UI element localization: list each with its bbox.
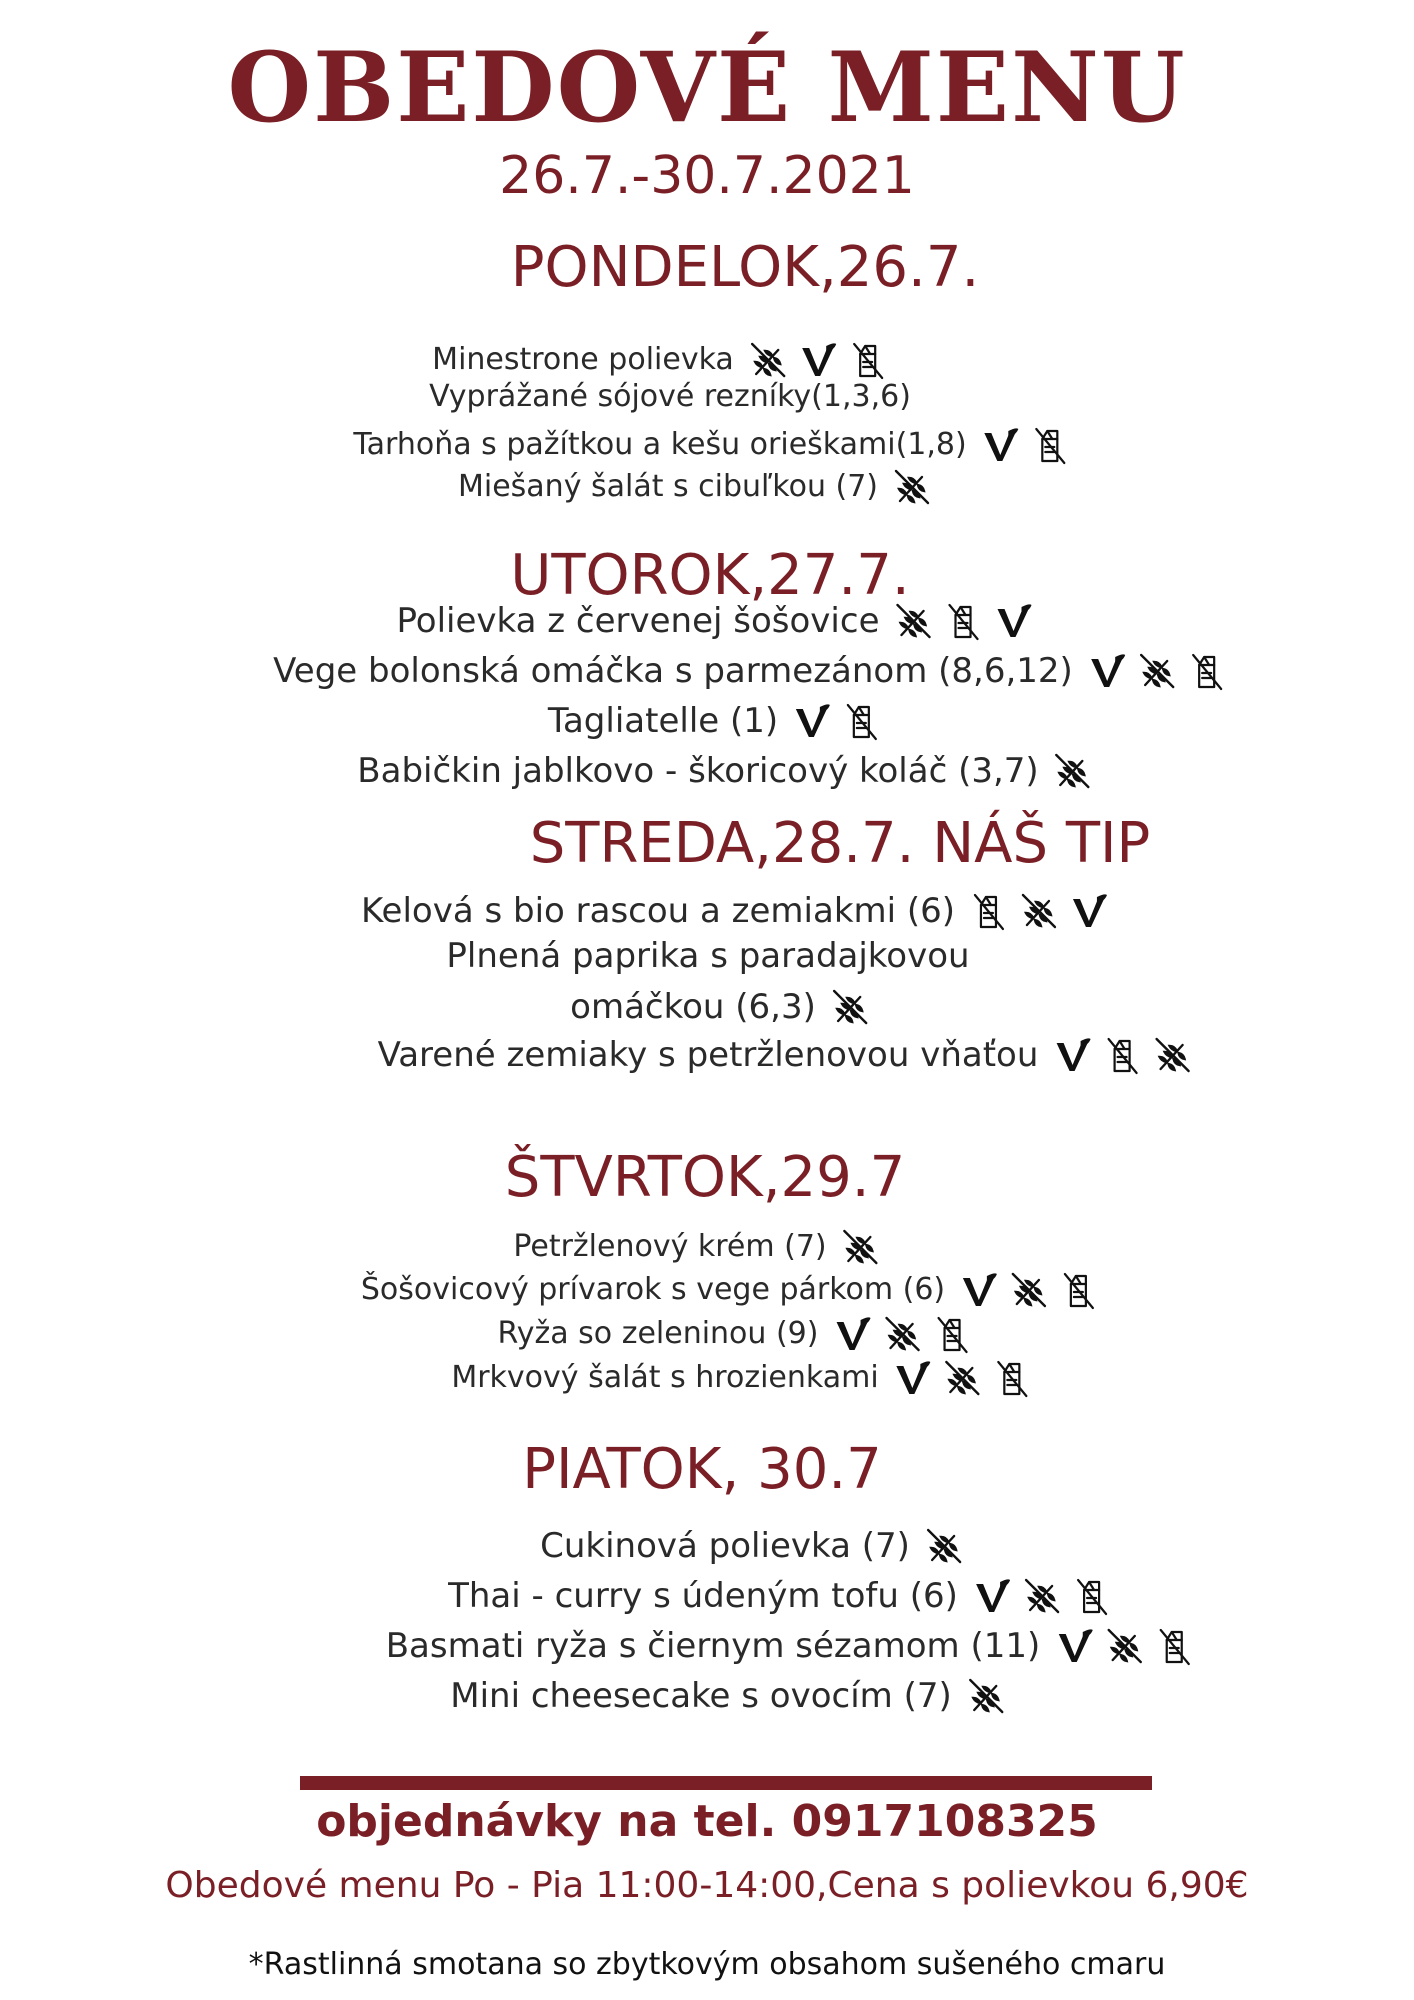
day-heading: PONDELOK,26.7. <box>510 235 980 300</box>
diet-icons <box>748 340 888 380</box>
menu-item-text: Vyprážané sójové rezníky(1,3,6) <box>429 379 911 414</box>
menu-item-text: Tarhoňa s pažítkou a kešu orieškami(1,8) <box>353 427 967 462</box>
menu-item <box>448 1576 1112 1616</box>
menu-item <box>353 425 1070 465</box>
menu-item-text: Šošovicový prívarok s vege párkom (6) <box>360 1272 946 1307</box>
footnote: *Rastlinná smotana so zbytkovým obsahom sušeného cmaru <box>248 1947 1166 1982</box>
gluten-free-icon <box>966 1676 1006 1716</box>
diet-icons <box>1054 1626 1194 1666</box>
vegan-icon <box>959 1270 999 1310</box>
day-heading: UTOROK,27.7. <box>510 543 910 608</box>
menu-item-text: Minestrone polievka <box>432 342 734 377</box>
menu-item <box>498 1314 973 1354</box>
diet-icons <box>832 1314 972 1354</box>
vegan-icon <box>972 1576 1012 1616</box>
menu-item-text: Mrkvový šalát s hrozienkami <box>451 1360 879 1395</box>
menu-item-text: Polievka z červenej šošovice <box>396 601 880 641</box>
gluten-free-icon <box>1019 891 1059 931</box>
diet-icons <box>893 601 1033 641</box>
vegan-icon <box>792 701 832 741</box>
dairy-free-icon <box>1102 1035 1142 1075</box>
gluten-free-icon <box>1152 1035 1192 1075</box>
dairy-free-icon <box>1059 1270 1099 1310</box>
menu-item <box>378 1035 1193 1075</box>
menu-item-text: Vege bolonská omáčka s parmezánom (8,6,12) <box>273 651 1073 691</box>
menu-item <box>397 601 1034 641</box>
day-heading: PIATOK, 30.7 <box>522 1437 882 1502</box>
vegan-icon <box>832 1314 872 1354</box>
diet-icons <box>893 1358 1033 1398</box>
day-heading: STREDA,28.7. NÁŠ TIP <box>529 811 1151 876</box>
vegan-icon <box>993 601 1033 641</box>
menu-item <box>429 379 911 414</box>
diet-icons <box>841 1227 881 1267</box>
dairy-free-icon <box>1187 651 1227 691</box>
menu-item-text: omáčkou (6,3) <box>570 987 816 1027</box>
gluten-free-icon <box>924 1526 964 1566</box>
menu-item-text: Cukinová polievka (7) <box>540 1526 910 1566</box>
menu-item <box>548 701 882 741</box>
dairy-free-icon <box>842 701 882 741</box>
diet-icons <box>792 701 882 741</box>
menu-item-text: Babičkin jablkovo - škoricový koláč (3,7) <box>357 751 1039 791</box>
gluten-free-icon <box>1022 1576 1062 1616</box>
diet-icons <box>981 425 1071 465</box>
menu-item <box>513 1227 880 1267</box>
dairy-free-icon <box>1154 1626 1194 1666</box>
menu-item <box>458 467 932 507</box>
dairy-free-icon <box>848 340 888 380</box>
menu-item <box>570 987 870 1027</box>
menu-item <box>451 1358 1032 1398</box>
diet-icons <box>1087 651 1227 691</box>
menu-item <box>386 1626 1195 1666</box>
menu-item <box>361 891 1109 931</box>
menu-title: OBEDOVÉ MENU <box>227 31 1187 144</box>
vegan-icon <box>1054 1626 1094 1666</box>
gluten-free-icon <box>882 1314 922 1354</box>
menu-item-text: Mini cheesecake s ovocím (7) <box>450 1676 952 1716</box>
menu-item <box>432 340 888 380</box>
dairy-free-icon <box>993 1358 1033 1398</box>
phone-order: objednávky na tel. 0917108325 <box>316 1796 1098 1847</box>
menu-item <box>446 936 970 976</box>
gluten-free-icon <box>943 1358 983 1398</box>
diet-icons <box>969 891 1109 931</box>
gluten-free-icon <box>892 467 932 507</box>
gluten-free-icon <box>1053 751 1093 791</box>
vegan-icon <box>1069 891 1109 931</box>
gluten-free-icon <box>830 987 870 1027</box>
diet-icons <box>1053 751 1093 791</box>
dairy-free-icon <box>943 601 983 641</box>
menu-item <box>540 1526 964 1566</box>
menu-item <box>450 1676 1006 1716</box>
dairy-free-icon <box>1072 1576 1112 1616</box>
menu-item-text: Kelová s bio rascou a zemiakmi (6) <box>360 891 956 931</box>
menu-item-text: Ryža so zeleninou (9) <box>497 1316 819 1351</box>
dairy-free-icon <box>932 1314 972 1354</box>
divider <box>300 1776 1152 1790</box>
gluten-free-icon <box>748 340 788 380</box>
menu-item-text: Tagliatelle (1) <box>547 701 779 741</box>
dairy-free-icon <box>969 891 1009 931</box>
date-range: 26.7.-30.7.2021 <box>499 146 915 206</box>
diet-icons <box>959 1270 1099 1310</box>
gluten-free-icon <box>1104 1626 1144 1666</box>
menu-item-text: Plnená paprika s paradajkovou <box>446 936 970 976</box>
day-heading: ŠTVRTOK,29.7 <box>504 1145 906 1210</box>
diet-icons <box>924 1526 964 1566</box>
vegan-icon <box>1087 651 1127 691</box>
menu-item-text: Thai - curry s údeným tofu (6) <box>448 1576 958 1616</box>
diet-icons <box>830 987 870 1027</box>
menu-item-text: Basmati ryža s čiernym sézamom (11) <box>385 1626 1041 1666</box>
gluten-free-icon <box>893 601 933 641</box>
menu-item-text: Miešaný šalát s cibuľkou (7) <box>457 469 879 504</box>
vegan-icon <box>798 340 838 380</box>
diet-icons <box>966 1676 1006 1716</box>
menu-item <box>357 751 1092 791</box>
gluten-free-icon <box>1137 651 1177 691</box>
gluten-free-icon <box>841 1227 881 1267</box>
menu-item-text: Petržlenový krém (7) <box>513 1229 827 1264</box>
menu-item <box>361 1270 1099 1310</box>
opening-hours-price: Obedové menu Po - Pia 11:00-14:00,Cena s polievkou 6,90€ <box>165 1865 1249 1906</box>
vegan-icon <box>1052 1035 1092 1075</box>
diet-icons <box>892 467 932 507</box>
menu-item-text: Varené zemiaky s petržlenovou vňaťou <box>377 1035 1039 1075</box>
vegan-icon <box>981 425 1021 465</box>
menu-item <box>273 651 1227 691</box>
vegan-icon <box>893 1358 933 1398</box>
diet-icons <box>1052 1035 1192 1075</box>
dairy-free-icon <box>1031 425 1071 465</box>
diet-icons <box>972 1576 1112 1616</box>
gluten-free-icon <box>1009 1270 1049 1310</box>
